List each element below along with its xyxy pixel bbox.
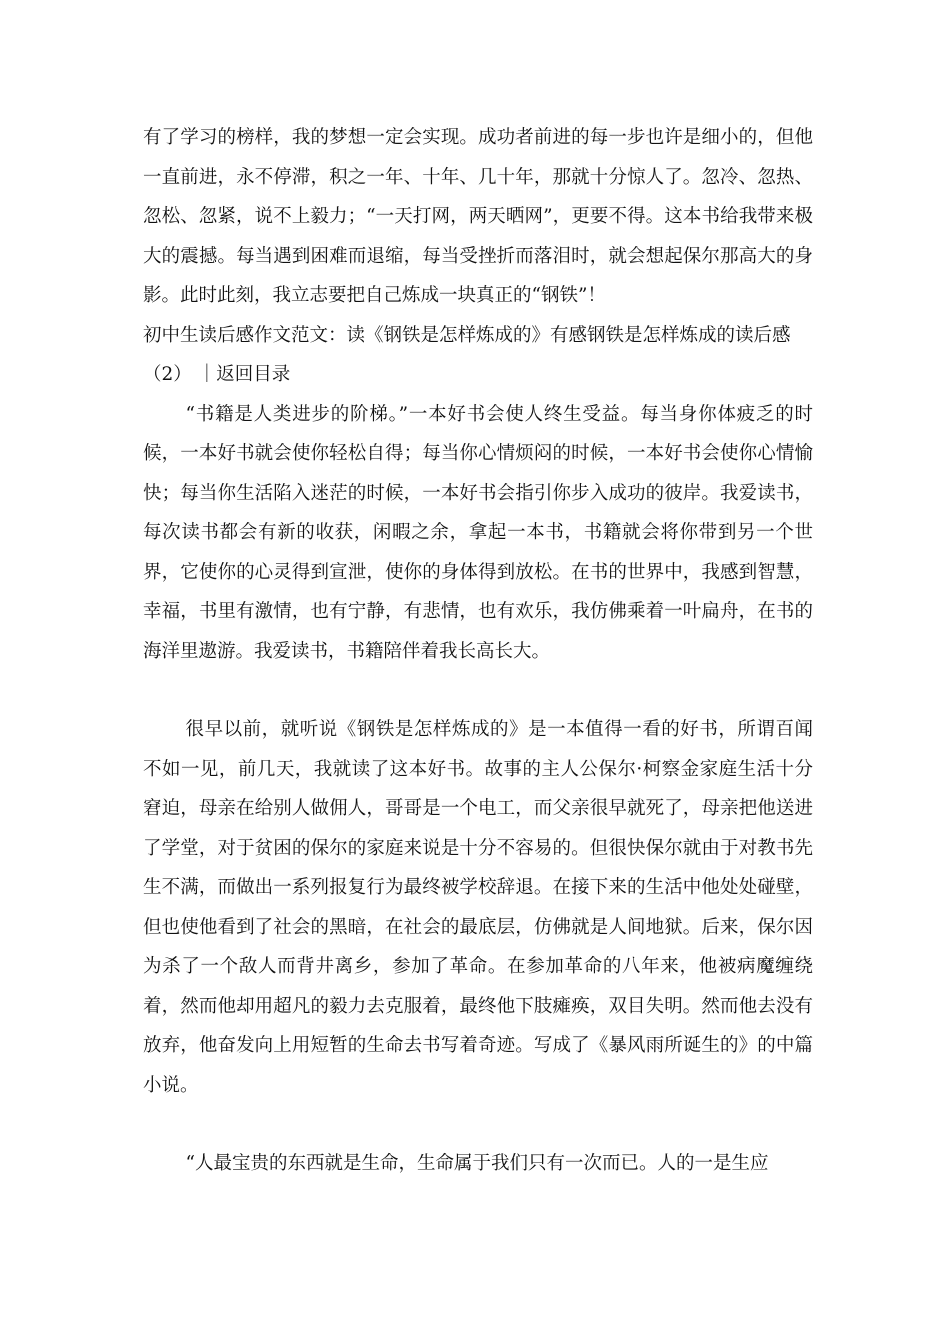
section-title: 初中生读后感作文范文：读《钢铁是怎样炼成的》有感钢铁是怎样炼成的读后感（2） bbox=[143, 324, 791, 385]
section-heading bbox=[143, 316, 813, 395]
paragraph-gap bbox=[143, 671, 813, 710]
paragraph-books: “书籍是人类进步的阶梯。”一本好书会使人终生受益。每当身你体疲乏的时候，一本好书就会使你轻松自得；每当你心情烦闷的时候，一本好书会使你心情愉快；每当你生活陷入迷茫的时候，一本好书会指引你步入成功的彼岸。我爱读书，每次读书都会有新的收获，闲暇之余，拿起一本书，书籍就会将你带到另一个世界，它使你的心灵得到宣泄，使你的身体得到放松。在书的世界中，我感到智慧，幸福，书里有激情，也有宁静，有悲情，也有欢乐，我仿佛乘着一叶扁舟，在书的海洋里遨游。我爱读书，书籍陪伴着我长高长大。 bbox=[143, 403, 813, 662]
paragraph-intro: 有了学习的榜样，我的梦想一定会实现。成功者前进的每一步也许是细小的，但他一直前进，永不停滞，积之一年、十年、几十年，那就十分惊人了。忽冷、忽热、忽松、忽紧，说不上毅力；“一天打网，两天晒网”，更要不得。这本书给我带来极大的震撼。每当遇到困难而退缩，每当受挫折而落泪时，就会想起保尔那高大的身影。此时此刻，我立志要把自己炼成一块真正的“钢铁”！ bbox=[143, 127, 813, 306]
paragraph-life-quote: “人最宝贵的东西就是生命，生命属于我们只有一次而已。人的一是生应 bbox=[185, 1153, 769, 1174]
paragraph-story: 很早以前，就听说《钢铁是怎样炼成的》是一本值得一看的好书，所谓百闻不如一见，前几天，我就读了这本好书。故事的主人公保尔·柯察金家庭生活十分窘迫，母亲在给别人做佣人，哥哥是一个电工，而父亲很早就死了，母亲把他送进了学堂，对于贫困的保尔的家庭来说是十分不容易的。但很快保尔就由于对教书先生不满，而做出一系列报复行为最终被学校辞退。在接下来的生活中他处处碰壁，但也使他看到了社会的黑暗，在社会的最底层，仿佛就是人间地狱。后来，保尔因为杀了一个敌人而背井离乡，参加了革命。在参加革命的八年来，他被病魔缠绕着，然而他却用超凡的毅力去克服着，最终他下肢瘫痪，双目失明。然而他去没有放弃，他奋发向上用短暂的生命去书写着奇迹。写成了《暴风雨所诞生的》的中篇小说。 bbox=[143, 719, 813, 1096]
back-to-toc-link[interactable]: 返回目录 bbox=[216, 364, 291, 385]
paragraph-gap bbox=[143, 1105, 813, 1144]
document-page bbox=[143, 118, 813, 1184]
section-separator: ｜ bbox=[197, 364, 217, 385]
